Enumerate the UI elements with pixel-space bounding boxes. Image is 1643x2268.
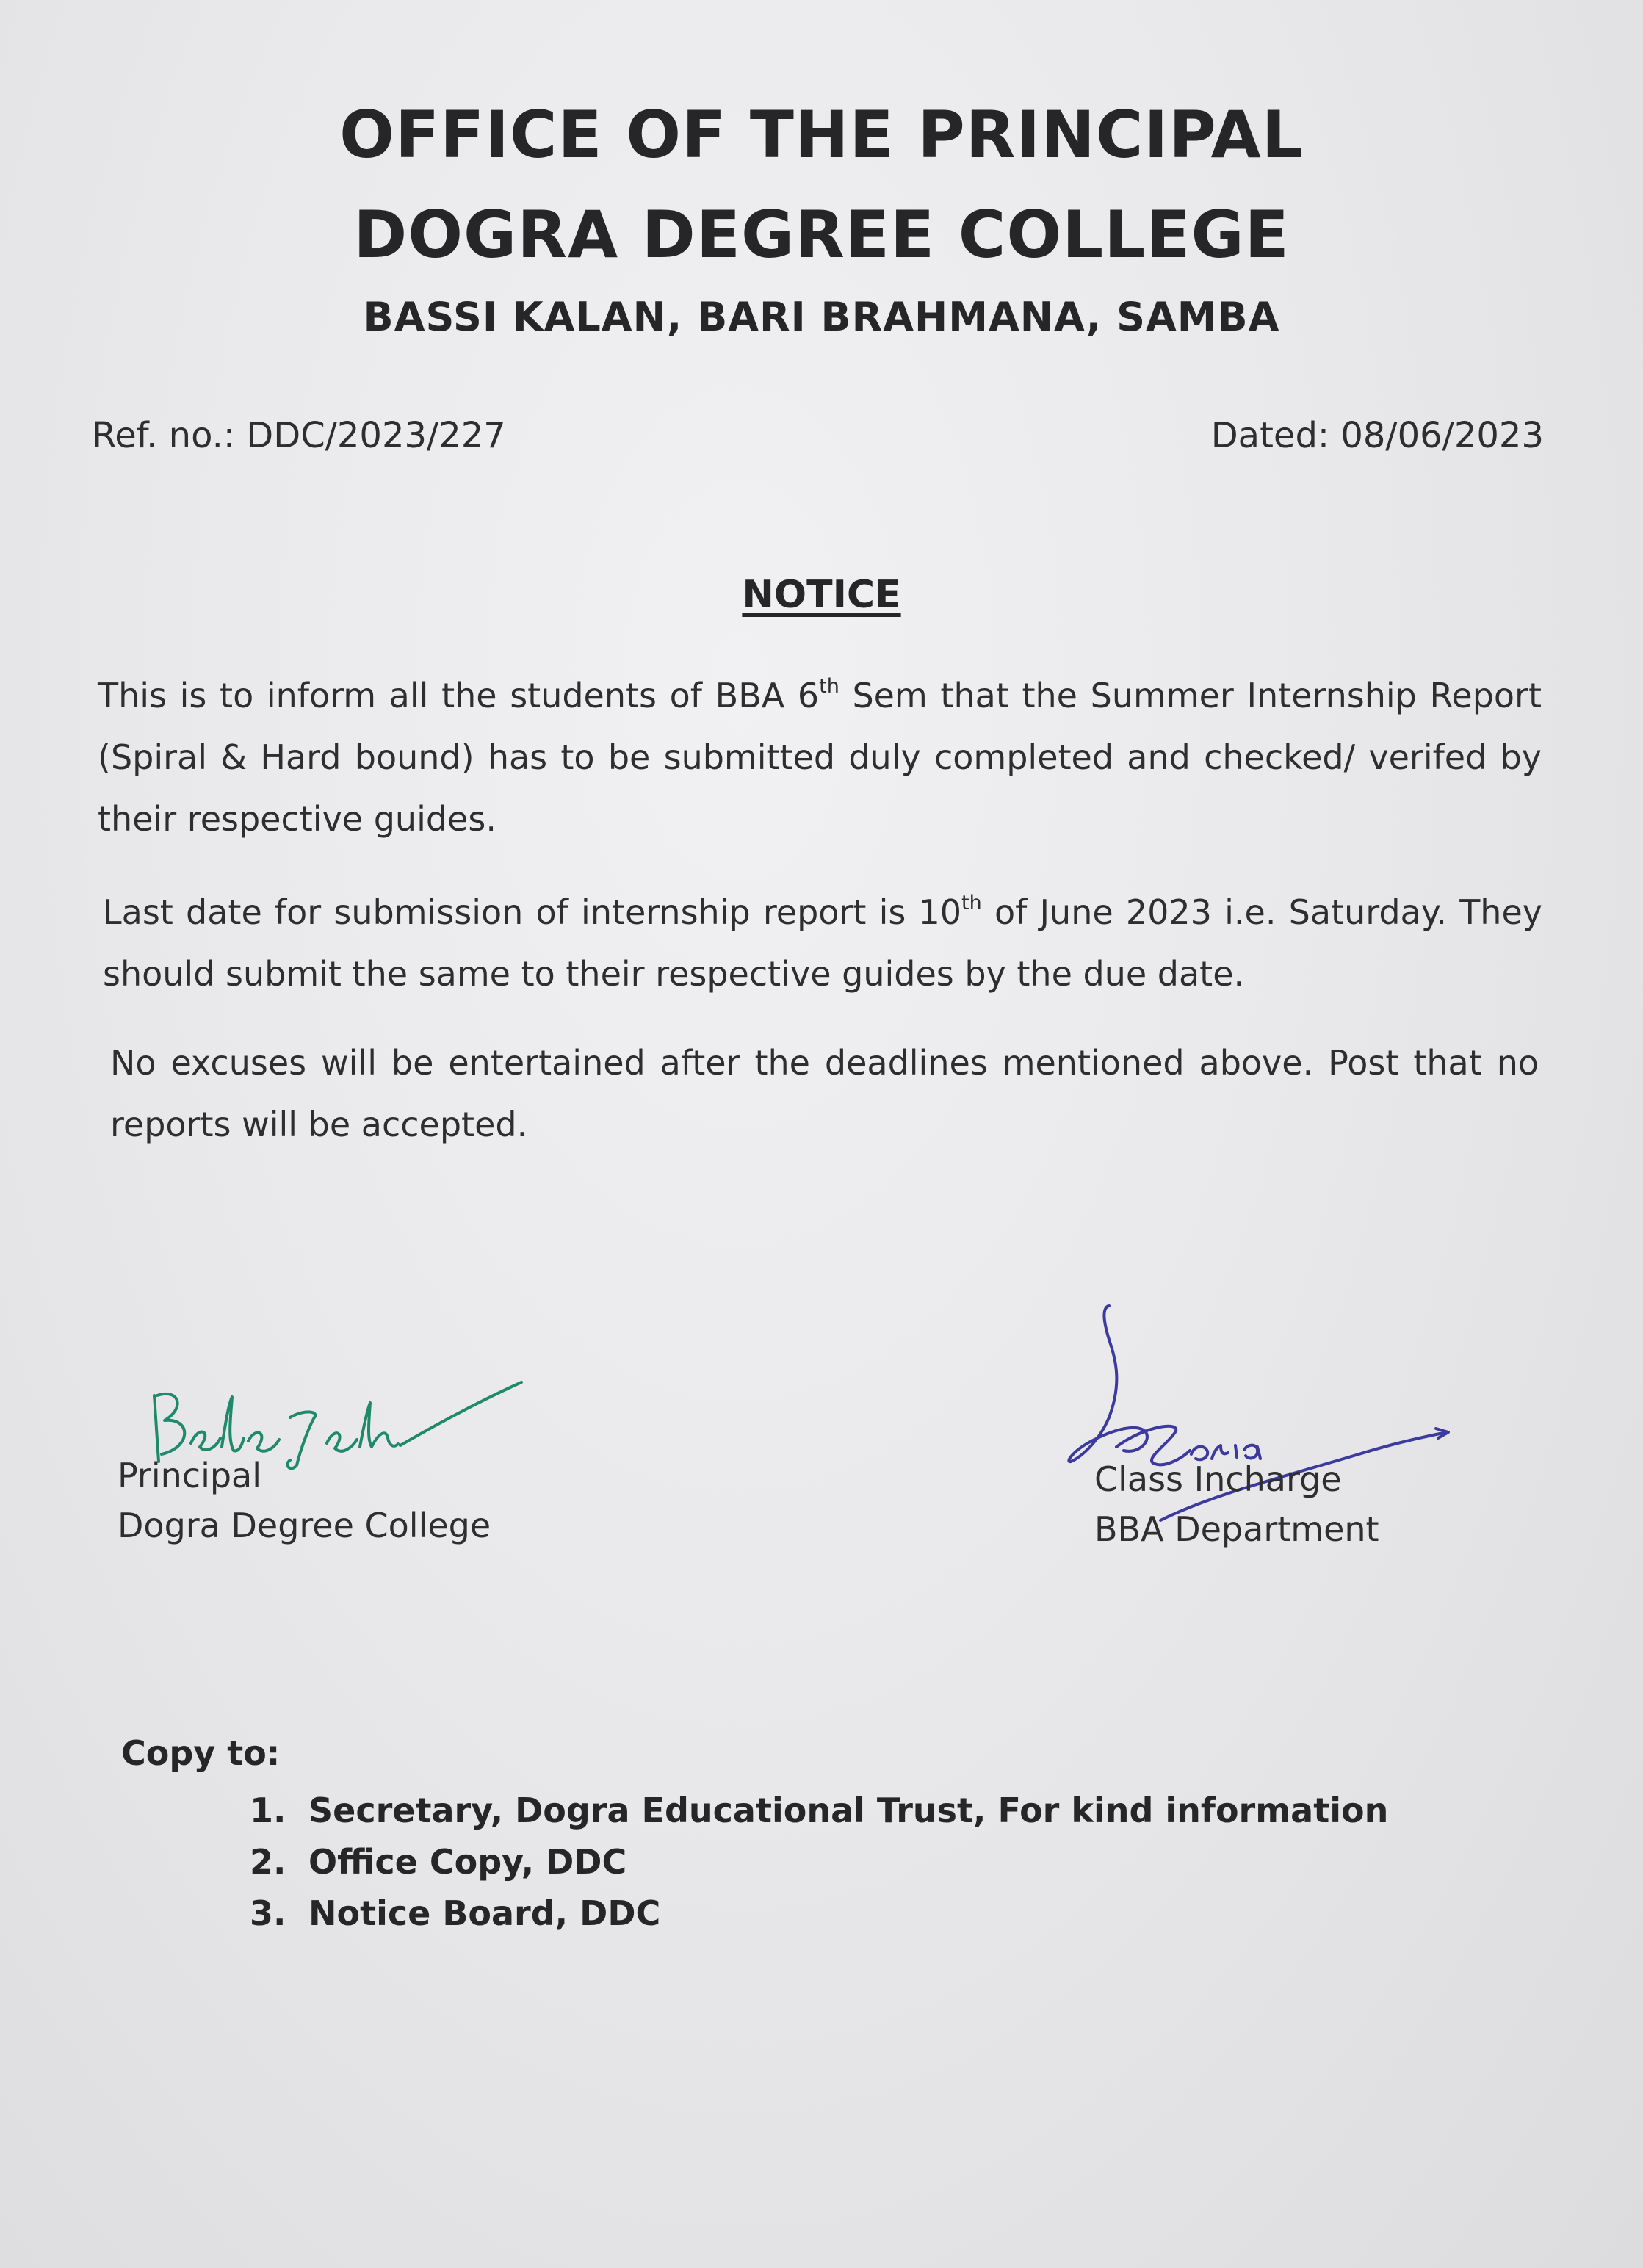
college-name: DOGRA DEGREE COLLEGE [353,197,1290,272]
class-incharge-title: Class Incharge [1094,1459,1342,1499]
paragraph-2-text-b: of June 2023 i.e. Saturday. They should submit the same to their respective guides by the due date. [103,892,1542,994]
paragraph-2-text-a: Last date for submission of internship report is 10 [103,892,962,932]
paragraph-2-superscript: th [961,892,982,914]
paragraph-1-superscript: th [819,675,839,698]
paragraph-1-text-a: This is to inform all the students of BBA 6 [98,676,820,715]
principal-signature-block [118,1451,491,1550]
class-incharge-signature-block [1094,1454,1379,1554]
list-item-text: Secretary, Dogra Educational Trust, For kind information [308,1791,1389,1830]
notice-paragraph-2 [103,881,1542,1005]
list-item-text: Office Copy, DDC [308,1842,627,1882]
class-incharge-department: BBA Department [1094,1509,1379,1549]
copy-to-title: Copy to: [121,1733,281,1773]
notice-paragraph-1 [98,665,1542,850]
principal-organization: Dogra Degree College [118,1506,491,1545]
college-address: BASSI KALAN, BARI BRAHMANA, SAMBA [363,294,1280,340]
notice-paragraph-3: No excuses will be entertained after the deadlines mentioned above. Post that no reports will be accepted. [110,1043,1539,1144]
office-title: OFFICE OF THE PRINCIPAL [339,97,1304,173]
notice-title: NOTICE [742,573,901,617]
principal-title: Principal [118,1456,262,1495]
list-item-number: 1. [250,1791,286,1830]
list-item [250,1836,1388,1888]
notice-date: Dated: 08/06/2023 [1210,415,1544,456]
paragraph-1-text-b: Sem that the Summer Internship Report (Spiral & Hard bound) has to be submitted duly completed and checked/ verifed by their respective guides. [98,676,1542,839]
list-item [250,1888,1388,1939]
reference-number: Ref. no.: DDC/2023/227 [92,415,506,456]
list-item [250,1785,1388,1836]
list-item-number: 3. [250,1893,286,1933]
copy-to-list [250,1785,1388,1939]
list-item-text: Notice Board, DDC [308,1893,661,1933]
list-item-number: 2. [250,1842,286,1882]
